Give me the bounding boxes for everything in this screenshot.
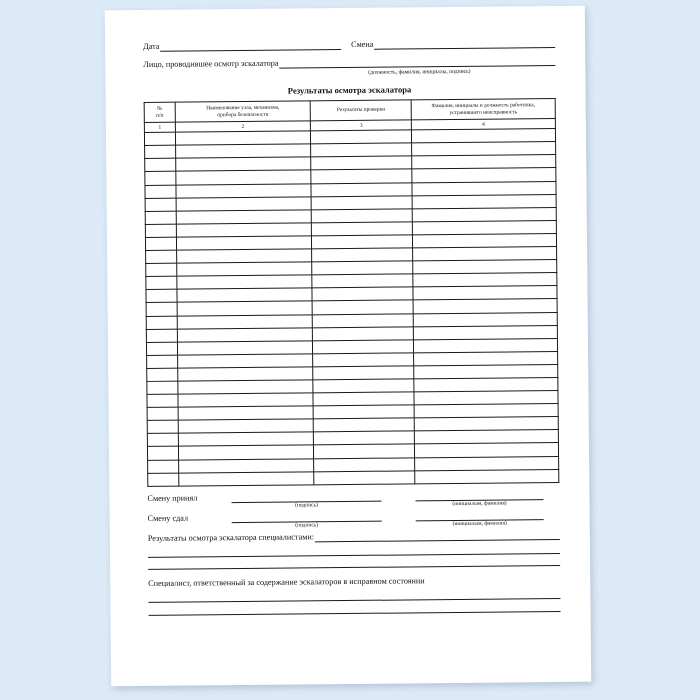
date-label: Дата [143,41,160,51]
table-cell[interactable] [311,143,412,157]
table-cell[interactable] [413,299,557,313]
table-cell[interactable] [177,301,313,315]
specialists-line-3[interactable] [148,554,560,570]
table-cell[interactable] [314,431,415,445]
table-cell[interactable] [312,222,413,236]
table-cell[interactable] [177,327,313,341]
table-cell[interactable] [176,196,312,210]
shift-handed-label: Смену сдал [147,513,189,523]
document-content [143,38,560,616]
table-cell[interactable] [313,313,414,327]
table-cell[interactable] [179,471,315,485]
table-cell[interactable] [413,312,557,326]
table-cell[interactable] [178,445,314,459]
table-cell[interactable] [147,394,178,407]
table-cell[interactable] [312,196,413,210]
table-cell[interactable] [178,406,314,420]
table-cell[interactable] [314,418,415,432]
table-cell[interactable] [311,130,412,144]
table-cell[interactable] [314,457,415,471]
table-cell[interactable] [313,379,414,393]
table-cell[interactable] [147,433,178,446]
table-cell[interactable] [147,407,178,420]
table-cell[interactable] [145,198,176,211]
table-cell[interactable] [146,329,177,342]
table-cell[interactable] [413,273,557,287]
table-cell[interactable] [313,326,414,340]
table-cell[interactable] [177,275,313,289]
table-cell[interactable] [145,159,176,172]
table-body [144,129,558,486]
table-cell[interactable] [147,381,178,394]
table-header-results: Результаты проверки [311,100,412,121]
table-cell[interactable] [176,170,312,184]
table-cell[interactable] [313,353,414,367]
table-cell[interactable] [176,249,312,263]
table-cell[interactable] [312,261,413,275]
table-cell[interactable] [313,300,414,314]
table-cell[interactable] [178,380,314,394]
shift-label: Смена [351,39,374,49]
table-cell[interactable] [144,132,175,145]
table-cell[interactable] [177,262,313,276]
table-cell[interactable] [178,393,314,407]
table-cell[interactable] [146,316,177,329]
table-cell[interactable] [313,392,414,406]
table-cell[interactable] [413,260,557,274]
shift-accepted-label: Смену принял [147,493,198,503]
table-cell[interactable] [314,470,415,484]
inspector-caption: (должность, фамилия, инициалы, подпись) [368,68,471,76]
table-cell[interactable] [176,183,312,197]
table-cell[interactable] [311,182,412,196]
table-cell[interactable] [145,224,176,237]
table-cell[interactable] [177,288,313,302]
table-cell[interactable] [313,340,414,354]
table-cell[interactable] [413,286,557,300]
specialists-input-line[interactable] [315,530,560,542]
inspector-input-line[interactable] [279,56,555,69]
table-cell[interactable] [312,248,413,262]
table-cell[interactable] [178,367,314,381]
table-cell[interactable] [145,237,176,250]
table-header-unit: Наименование узла, механизма, прибора безопасности [175,101,311,122]
table-cell[interactable] [145,172,176,185]
table-cell[interactable] [176,223,312,237]
inspector-label: Лицо, проводившее осмотр эскалатора [143,58,279,69]
col-number-4: 4 [411,119,555,130]
table-cell[interactable] [145,145,176,158]
specialists-label: Результаты осмотра эскалатора специалистами: [147,532,315,543]
col-number-1: 1 [144,122,175,132]
table-cell[interactable] [147,368,178,381]
name-caption: (инициалым, фамилия) [452,500,507,507]
table-cell[interactable] [176,157,312,171]
table-cell[interactable] [312,209,413,223]
table-cell[interactable] [148,473,179,486]
table-cell[interactable] [177,354,313,368]
table-cell[interactable] [312,287,413,301]
table-cell[interactable] [177,341,313,355]
table-cell[interactable] [148,460,179,473]
table-cell[interactable] [312,235,413,249]
table-cell[interactable] [175,131,311,145]
table-header-worker: Фамилия, инициалы и должность работника, устранившего неисправность [411,99,555,121]
table-cell[interactable] [146,303,177,316]
table-cell[interactable] [146,276,177,289]
table-cell[interactable] [147,420,178,433]
responsible-line-2[interactable] [148,599,560,616]
table-cell[interactable] [175,144,311,158]
table-cell[interactable] [312,274,413,288]
table-row[interactable] [148,469,559,486]
signature-caption: (подпись) [295,522,319,529]
table-cell[interactable] [177,314,313,328]
table-cell[interactable] [176,210,312,224]
document-sheet [105,6,591,687]
table-cell[interactable] [415,469,559,483]
table-cell[interactable] [178,419,314,433]
shift-input-line[interactable] [374,38,555,50]
responsible-label: Специалист, ответственный за содержание эскалаторов в исправном состоянии [148,575,425,588]
table-cell[interactable] [146,250,177,263]
table-cell[interactable] [176,236,312,250]
table-cell[interactable] [311,169,412,183]
table-cell[interactable] [313,366,414,380]
date-shift-row [143,38,555,52]
table-cell[interactable] [147,447,178,460]
inspection-table [144,98,560,487]
col-number-3: 3 [311,120,412,131]
table-cell[interactable] [314,444,415,458]
table-cell[interactable] [413,247,557,261]
col-number-2: 2 [175,121,311,132]
table-cell[interactable] [314,405,415,419]
table-header-index: № п/п [144,102,175,122]
signature-caption: (подпись) [295,502,318,509]
table-cell[interactable] [145,185,176,198]
table-cell[interactable] [178,458,314,472]
date-input-line[interactable] [160,40,341,52]
table-cell[interactable] [146,289,177,302]
table-cell[interactable] [145,211,176,224]
table-cell[interactable] [146,263,177,276]
table-cell[interactable] [146,342,177,355]
table-cell[interactable] [178,432,314,446]
signature-block [147,490,559,530]
page-title: Результаты осмотра эскалатора [287,84,412,96]
name-caption: (инициалым, фамилия) [452,520,507,527]
table-cell[interactable] [311,156,412,170]
table-cell[interactable] [147,355,178,368]
